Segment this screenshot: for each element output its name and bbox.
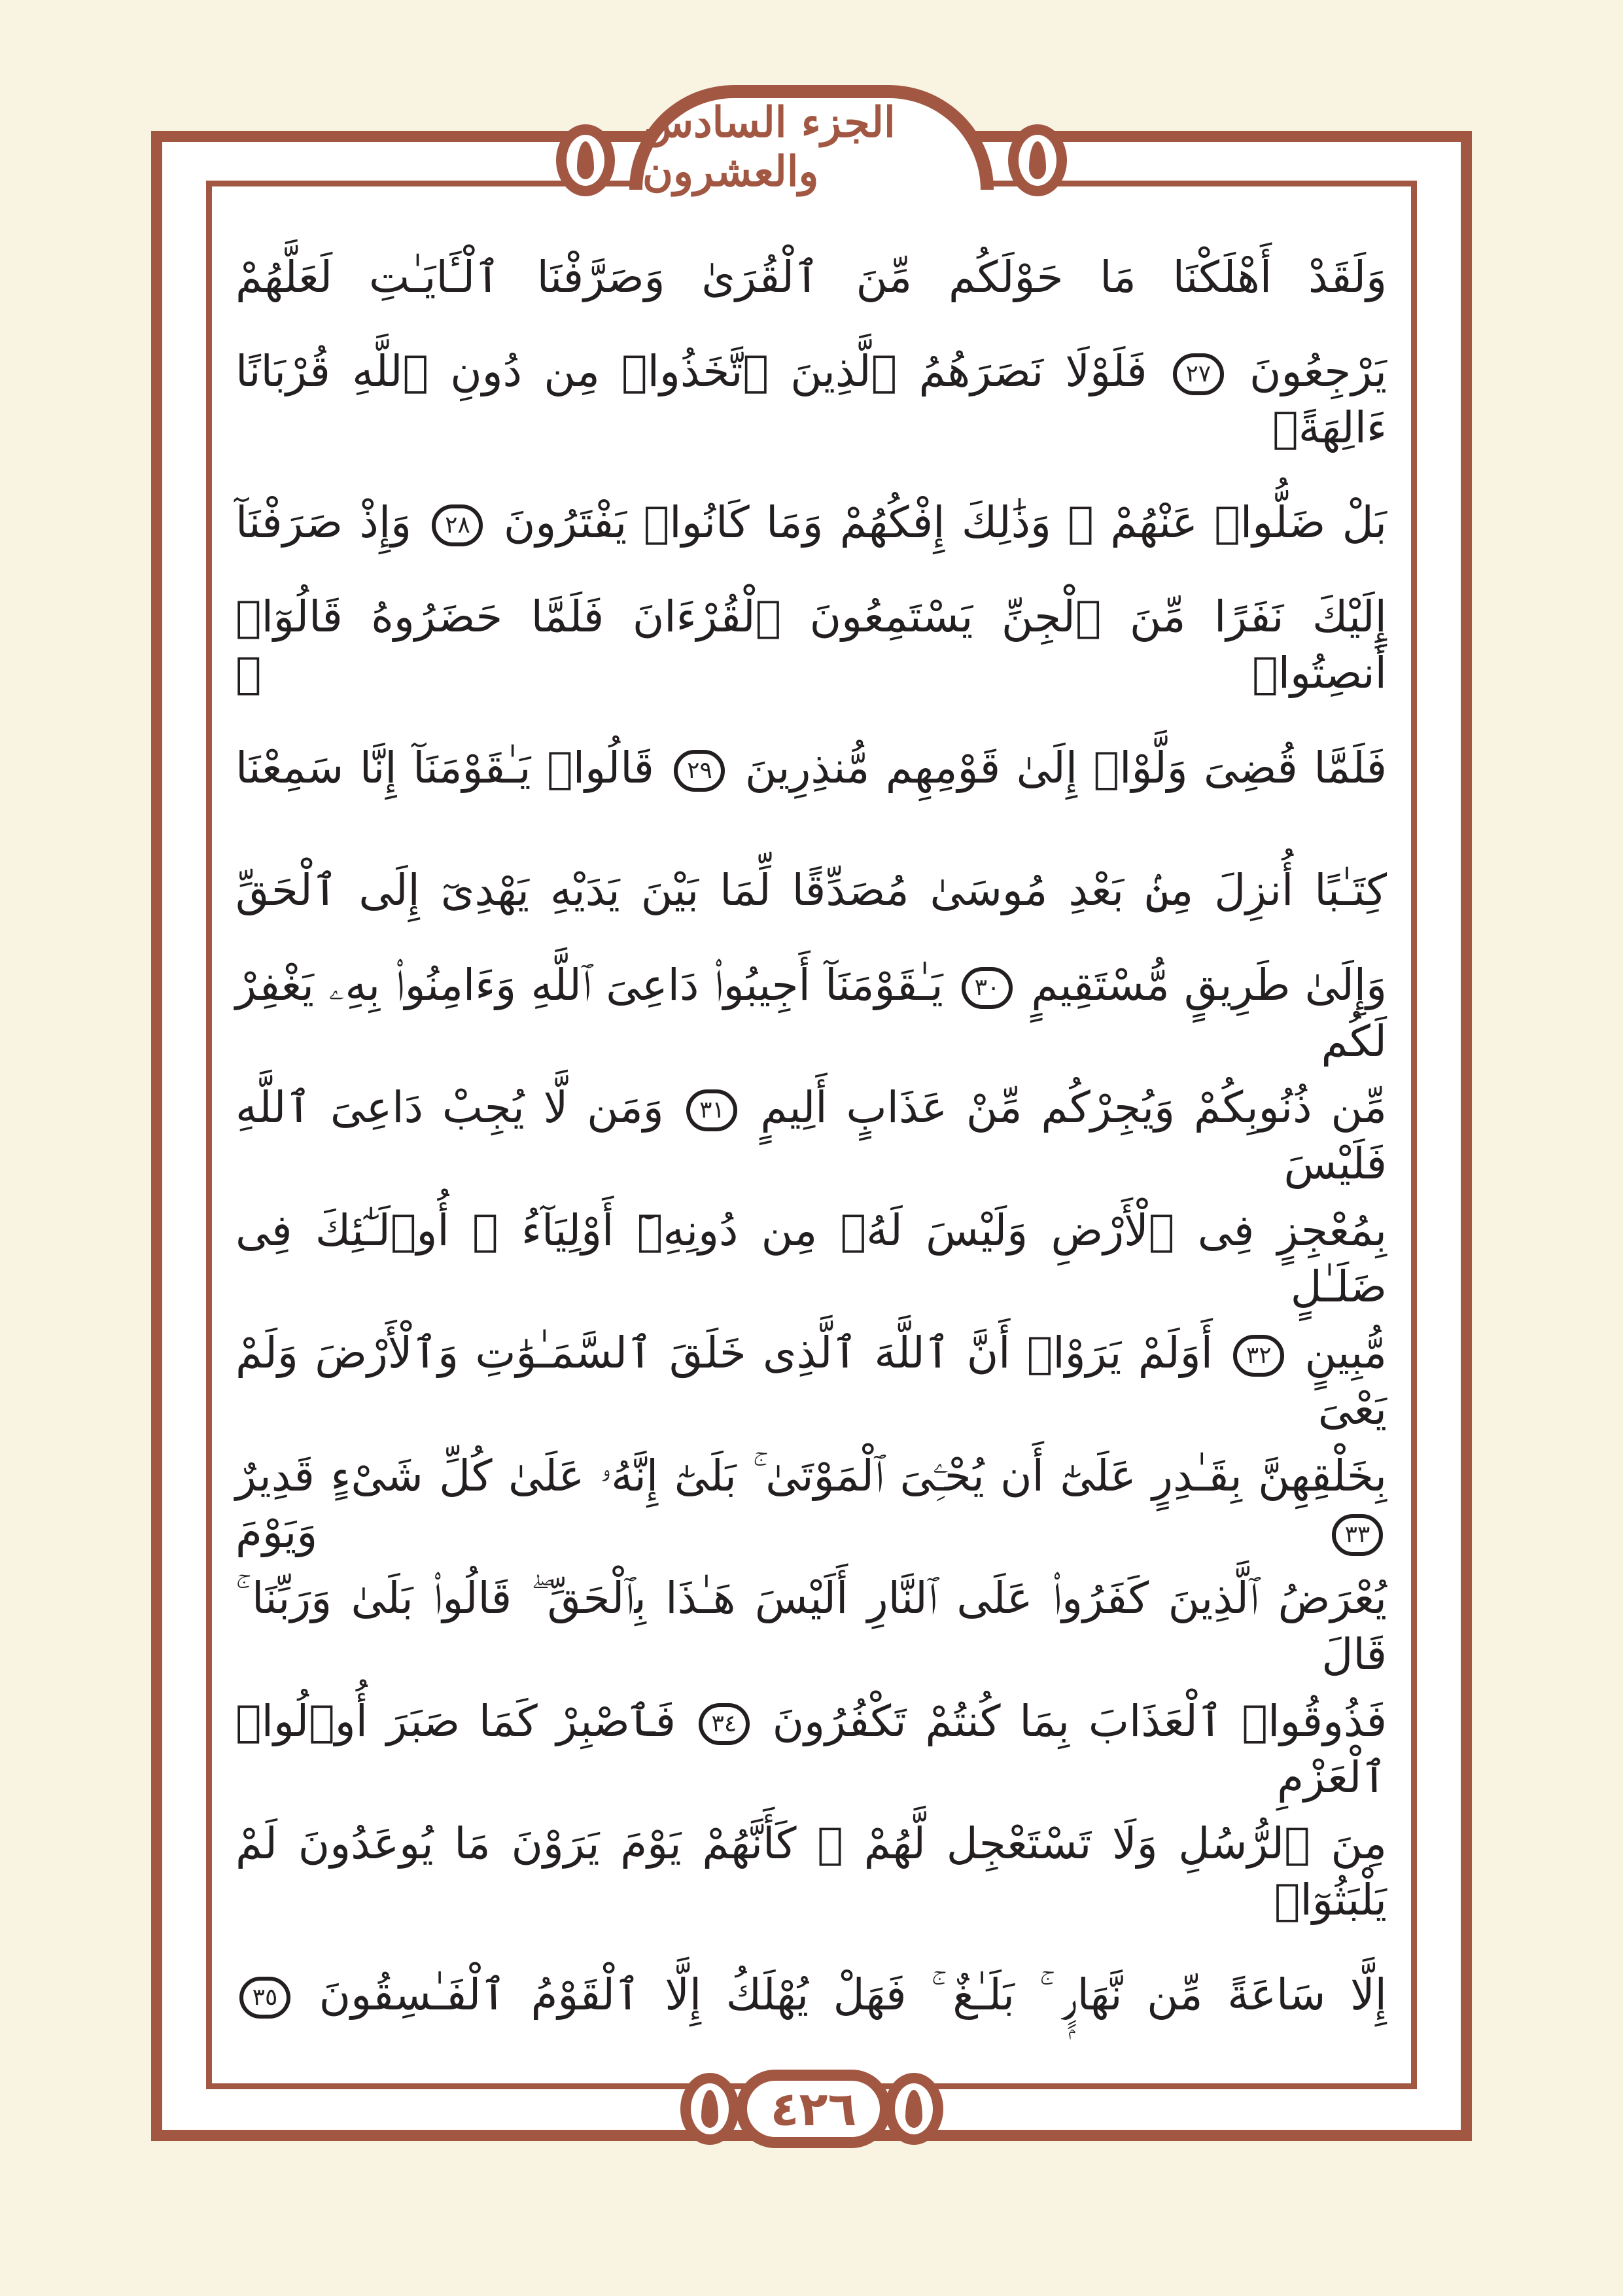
text-line-content (236, 1080, 1387, 1192)
verse-text: وَإِذْ صَرَفْنَآ (236, 497, 412, 548)
verse-text: وَلَقَدْ أَهْلَكْنَا مَا حَوْلَكُم مِّنَ ٱلْقُرَىٰ وَصَرَّفْنَا ٱلْـَٔايَـٰتِ لَعَلَّهُمْ (236, 251, 1387, 302)
text-line (236, 1320, 1387, 1443)
verse-text: يَرْجِعُونَ (1249, 346, 1387, 397)
verse-text: بِخَلْقِهِنَّ بِقَـٰدِرٍ عَلَىٰٓ أَن يُحْـِۧىَ ٱلْمَوْتَىٰ ۚ بَلَىٰٓ إِنَّهُۥ عَلَىٰ كُلِّ شَىْءٍ قَدِيرٌ (236, 1450, 1387, 1501)
ayah-number-marker: ٣٠ (962, 967, 1013, 1009)
ayah-number-marker: ٣٥ (239, 1977, 290, 2019)
text-line-content (236, 1570, 1387, 1683)
verse-text: أَوَلَمْ يَرَوْا۟ أَنَّ ٱللَّهَ ٱلَّذِى خَلَقَ ٱلسَّمَـٰوَٰتِ وَٱلْأَرْضَ وَلَمْ يَعْىَ (236, 1328, 1387, 1435)
verse-text: وَمَن لَّا يُجِبْ دَاعِىَ ٱللَّهِ فَلَيْسَ (236, 1082, 1387, 1190)
ayah-number-marker: ٢٨ (432, 504, 483, 546)
page-number-cartouche (736, 2070, 891, 2148)
leaf-ornament-icon (884, 2073, 943, 2145)
juz-header-cartouche (629, 85, 994, 196)
verse-text: يَـٰقَوْمَنَآ أَجِيبُوا۟ دَاعِىَ ٱللَّهِ وَءَامِنُوا۟ بِهِۦ يَغْفِرْ لَكُم (236, 959, 1387, 1067)
quran-text-block (236, 216, 1387, 2057)
verse-text: إِلَّا سَاعَةً مِّن نَّهَارٍۭ ۚ بَلَـٰغٌ ۚ فَهَلْ يُهْلَكُ إِلَّا ٱلْقَوْمُ ٱلْفَـٰسِقُونَ (319, 1969, 1387, 2020)
ayah-number-marker: ٣٤ (699, 1703, 750, 1745)
ayah-number-marker: ٢٧ (1173, 353, 1224, 395)
ayah-number-marker: ٢٩ (674, 750, 725, 792)
text-line (236, 584, 1387, 707)
verse-text: مِّن ذُنُوبِكُمْ وَيُجِرْكُم مِّنْ عَذَابٍ أَلِيمٍ (760, 1082, 1387, 1133)
ayah-number-marker: ٣٢ (1233, 1335, 1284, 1377)
text-line-content (236, 957, 1387, 1070)
text-line (236, 461, 1387, 584)
text-line-content (236, 344, 1387, 456)
text-line (236, 952, 1387, 1075)
juz-title: الجزء السادس والعشرون (642, 98, 896, 196)
verse-text: فَلَمَّا قُضِىَ وَلَّوْا۟ إِلَىٰ قَوْمِهِم مُّنذِرِينَ (744, 742, 1387, 793)
verse-text: يُعْرَضُ ٱلَّذِينَ كَفَرُوا۟ عَلَى ٱلنَّارِ أَلَيْسَ هَـٰذَا بِٱلْحَقِّ ۖ قَالُوا۟ بَلَىٰ وَرَبِّنَا ۚ قَالَ (236, 1573, 1387, 1680)
verse-text: وَإِلَىٰ طَرِيقٍ مُّسْتَقِيمٍ (1031, 959, 1387, 1010)
ayah-number-marker: ٣١ (686, 1089, 737, 1131)
verse-text: بِمُعْجِزٍ فِى ٱلْأَرْضِ وَلَيْسَ لَهُۥ مِن دُونِهِۦٓ أَوْلِيَآءُ ۚ أُو۟لَـٰٓئِكَ فِى ضَلَـٰلٍ (236, 1205, 1387, 1312)
text-line-content (236, 1325, 1387, 1438)
text-line-content (236, 740, 1387, 796)
verse-text: فَلَوْلَا نَصَرَهُمُ ٱلَّذِينَ ٱتَّخَذُوا۟ مِن دُونِ ٱللَّهِ قُرْبَانًا ءَالِهَةًۢ (236, 346, 1387, 453)
verse-text: مُّبِينٍ (1304, 1328, 1387, 1379)
text-line (236, 1075, 1387, 1198)
text-line-content (236, 249, 1387, 306)
verse-text: كِتَـٰبًا أُنزِلَ مِنۢ بَعْدِ مُوسَىٰ مُصَدِّقًا لِّمَا بَيْنَ يَدَيْهِ يَهْدِىٓ إِلَى ٱلْحَقِّ (236, 865, 1387, 916)
text-line-content (236, 1693, 1387, 1806)
ayah-number-marker: ٣٣ (1332, 1514, 1383, 1556)
verse-text: مِنَ ٱلرُّسُلِ وَلَا تَسْتَعْجِل لَّهُمْ ۚ كَأَنَّهُمْ يَوْمَ يَرَوْنَ مَا يُوعَدُونَ لَمْ يَلْبَثُوٓا۟ (236, 1818, 1387, 1926)
text-line (236, 339, 1387, 462)
text-line (236, 1197, 1387, 1320)
text-line-content (236, 495, 1387, 551)
leaf-ornament-icon (680, 2073, 739, 2145)
text-line (236, 1566, 1387, 1689)
text-line (236, 830, 1387, 953)
text-line (236, 1934, 1387, 2057)
verse-text: إِلَيْكَ نَفَرًا مِّنَ ٱلْجِنِّ يَسْتَمِعُونَ ٱلْقُرْءَانَ فَلَمَّا حَضَرُوهُ قَالُوٓا۟ أَنصِتُوا۟ ۖ (236, 592, 1387, 699)
leaf-ornament-icon (556, 124, 615, 196)
text-line-content (236, 862, 1387, 919)
verse-text: وَيَوْمَ (236, 1506, 318, 1557)
text-line-content (236, 1203, 1387, 1315)
text-line (236, 1688, 1387, 1811)
page-number: ٤٢٦ (770, 2081, 857, 2136)
text-line-content (236, 1967, 1387, 2023)
verse-text: فَذُوقُوا۟ ٱلْعَذَابَ بِمَا كُنتُمْ تَكْفُرُونَ (772, 1695, 1387, 1746)
text-line (236, 1811, 1387, 1934)
text-line (236, 707, 1387, 830)
text-line-content (236, 1816, 1387, 1928)
verse-text: قَالُوا۟ يَـٰقَوْمَنَآ إِنَّا سَمِعْنَا (236, 742, 654, 793)
verse-text: فَٱصْبِرْ كَمَا صَبَرَ أُو۟لُوا۟ ٱلْعَزْمِ (236, 1695, 1387, 1803)
text-line-content (236, 589, 1387, 701)
verse-text: بَلْ ضَلُّوا۟ عَنْهُمْ ۚ وَذَٰلِكَ إِفْكُهُمْ وَمَا كَانُوا۟ يَفْتَرُونَ (503, 497, 1387, 548)
text-line-content (236, 1448, 1387, 1561)
leaf-ornament-icon (1008, 124, 1067, 196)
text-line (236, 216, 1387, 339)
text-line (236, 1443, 1387, 1566)
